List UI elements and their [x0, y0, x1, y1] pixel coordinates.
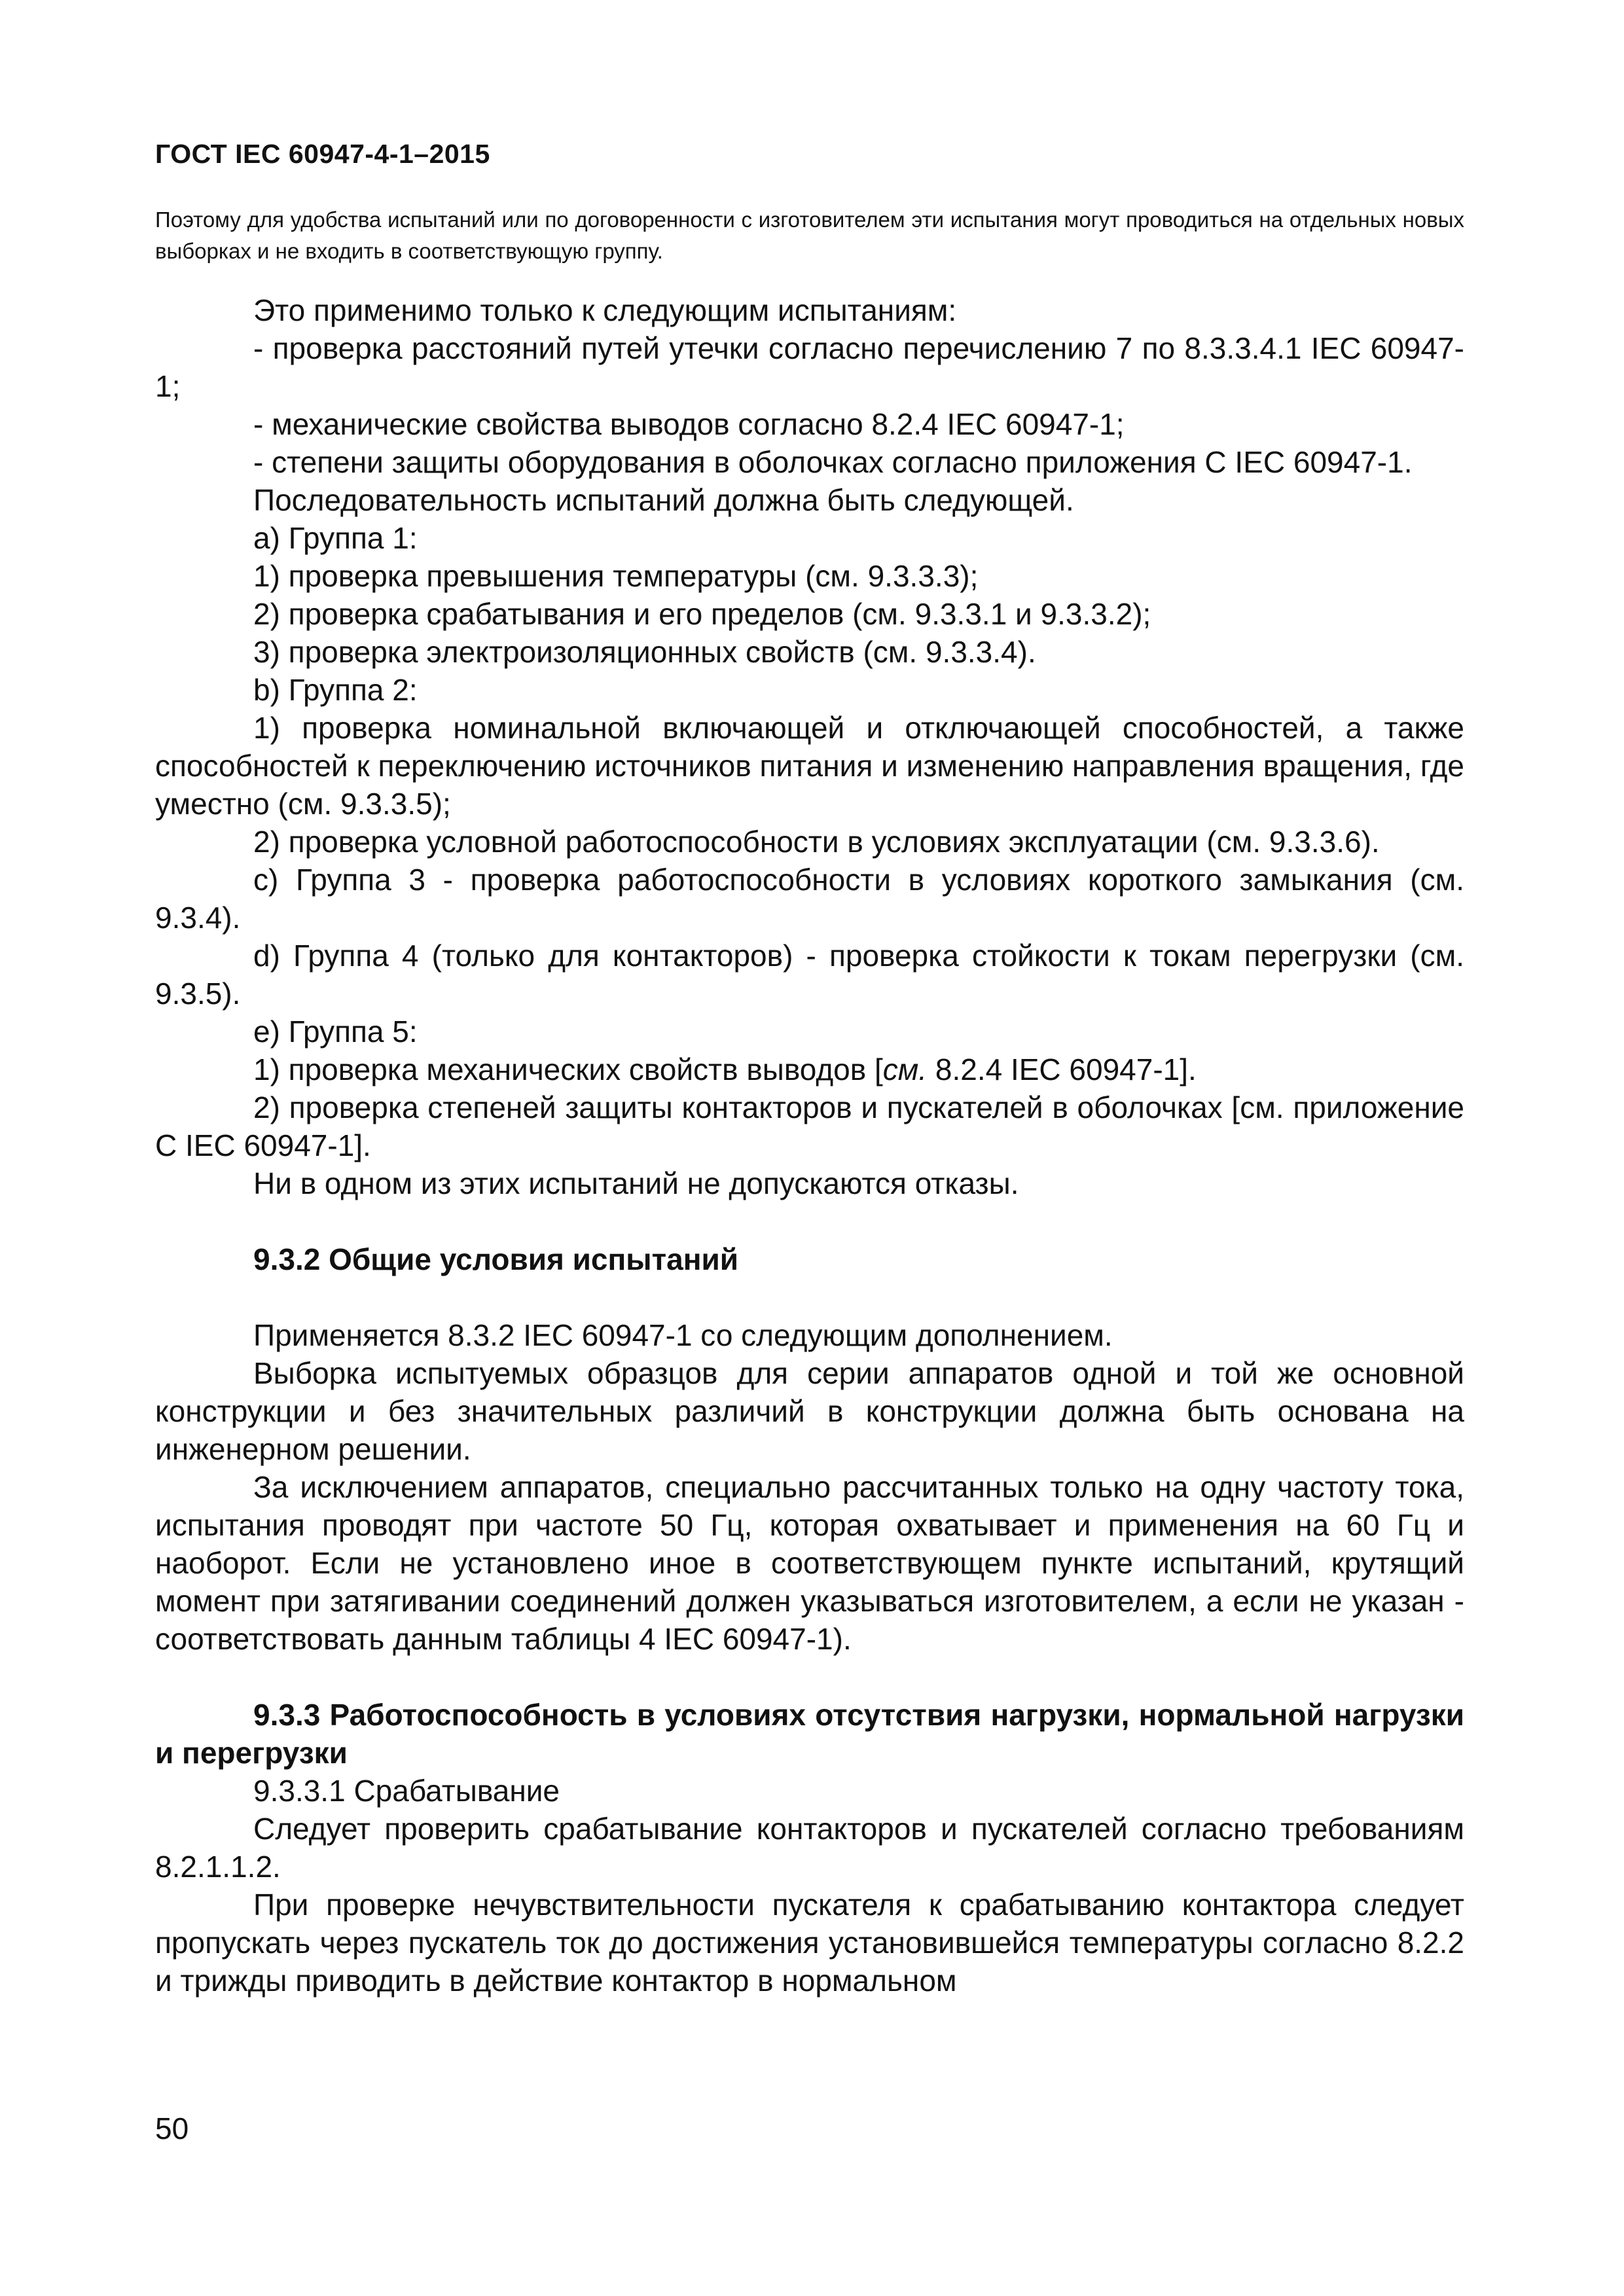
text-segment: 8.2.4 IEC 60947-1]. [927, 1052, 1197, 1086]
list-item: - степени защиты оборудования в оболочках согласно приложения С IEC 60947-1. [253, 445, 1413, 479]
list-item [155, 1050, 1464, 1088]
paragraph: За исключением аппаратов, специально рассчитанных только на одну частоту тока, испытания проводят при частоте 50 Гц, которая охватывает и применения на 60 Гц и наоборот. Если не установлено иное в соответствующем пункте испытаний, крутящий момент при затягивании соединений должен указываться изготовителем, а если не указан - соответствовать данным таблицы 4 IEC 60947-1). [155, 1470, 1464, 1656]
note-paragraph: Поэтому для удобства испытаний или по договоренности с изготовителем эти испытания могут проводиться на отдельных новых выборках и не входить в соответствующую группу. [155, 207, 1464, 263]
group-label: a) Группа 1: [253, 521, 418, 555]
section-heading-9-3-2: 9.3.2 Общие условия испытаний [253, 1242, 739, 1276]
paragraph: Последовательность испытаний должна быть следующей. [253, 483, 1074, 517]
text-segment: 1) проверка механических свойств выводов [ [253, 1052, 883, 1086]
group-label: c) Группа 3 - проверка работоспособности в условиях короткого замыкания (см. 9.3.4). [155, 863, 1464, 935]
list-item: 1) проверка номинальной включающей и отключающей способностей, а также способностей к переключению источников питания и изменению направления вращения, где уместно (см. 9.3.3.5); [155, 711, 1464, 821]
list-item: 2) проверка срабатывания и его пределов (см. 9.3.3.1 и 9.3.3.2); [253, 597, 1151, 631]
paragraph: При проверке нечувствительности пускателя к срабатыванию контактора следует пропускать через пускатель ток до достижения установившейся температуры согласно 8.2.2 и трижды приводить в действие контактор в нормальном [155, 1888, 1464, 1998]
main-content [155, 291, 1464, 2000]
document-header: ГОСТ IEC 60947-4-1–2015 [155, 139, 490, 169]
paragraph: Применяется 8.3.2 IEC 60947-1 со следующим дополнением. [253, 1318, 1113, 1352]
section-heading-9-3-3: 9.3.3 Работоспособность в условиях отсутствия нагрузки, нормальной нагрузки и перегрузки [155, 1698, 1464, 1770]
list-item: 2) проверка степеней защиты контакторов и пускателей в оболочках [см. приложение С IEC 60947-1]. [155, 1090, 1464, 1162]
group-label: e) Группа 5: [253, 1014, 418, 1049]
paragraph: Следует проверить срабатывание контакторов и пускателей согласно требованиям 8.2.1.1.2. [155, 1812, 1464, 1884]
paragraph: Это применимо только к следующим испытаниям: [253, 293, 957, 327]
list-item: 1) проверка превышения температуры (см. 9.3.3.3); [253, 559, 979, 593]
list-item: 3) проверка электроизоляционных свойств (см. 9.3.3.4). [253, 635, 1036, 669]
paragraph: Выборка испытуемых образцов для серии аппаратов одной и той же основной конструкции и без значительных различий в конструкции должна быть основана на инженерном решении. [155, 1356, 1464, 1466]
subsection-title: 9.3.3.1 Срабатывание [253, 1774, 560, 1808]
list-item: 2) проверка условной работоспособности в условиях эксплуатации (см. 9.3.3.6). [253, 825, 1380, 859]
group-label: b) Группа 2: [253, 673, 418, 707]
list-item: - проверка расстояний путей утечки согласно перечислению 7 по 8.3.3.4.1 IEC 60947-1; [155, 331, 1464, 403]
italic-text: см. [882, 1052, 928, 1086]
list-item: - механические свойства выводов согласно 8.2.4 IEC 60947-1; [253, 407, 1125, 441]
paragraph: Ни в одном из этих испытаний не допускаются отказы. [253, 1166, 1019, 1200]
page-number: 50 [155, 2111, 189, 2145]
group-label: d) Группа 4 (только для контакторов) - проверка стойкости к токам перегрузки (см. 9.3.5). [155, 939, 1464, 1011]
